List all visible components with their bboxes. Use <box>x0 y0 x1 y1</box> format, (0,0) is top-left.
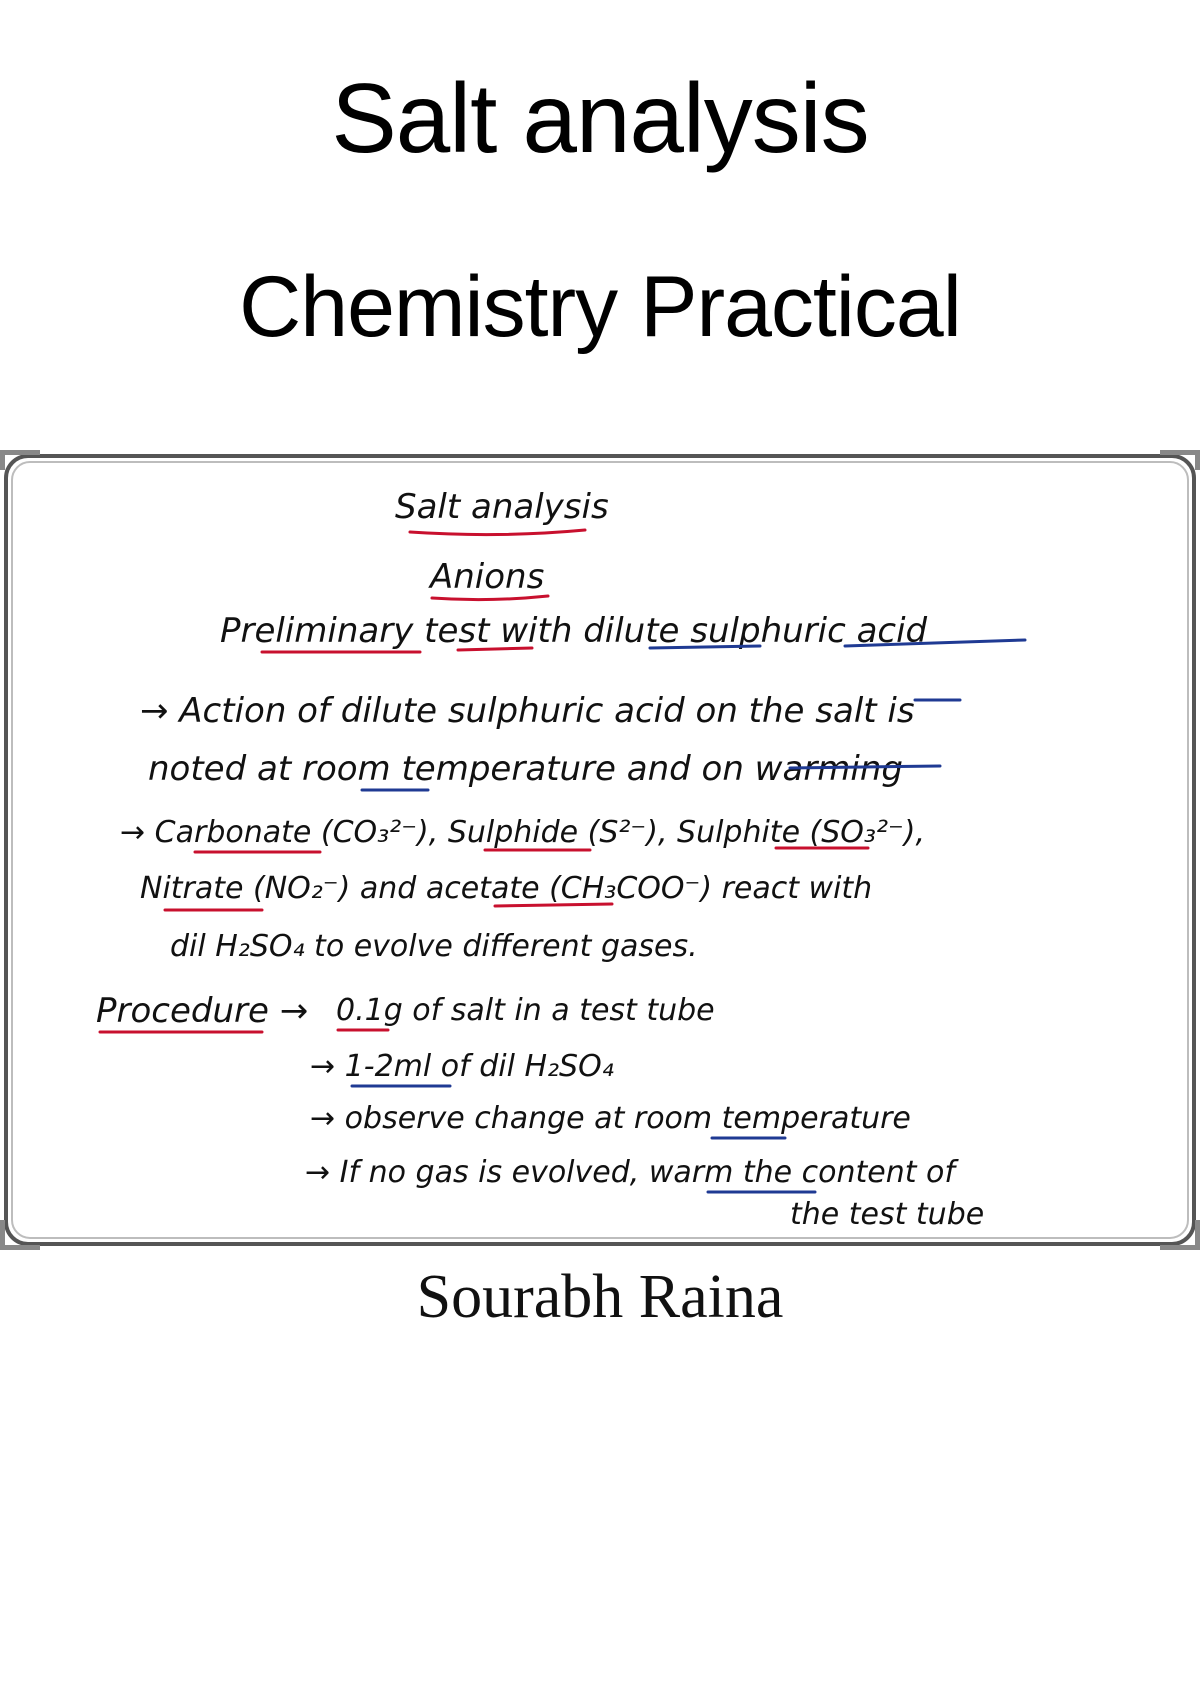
whiteboard-image <box>0 450 1200 1250</box>
wb-line: 0.1g of salt in a test tube <box>336 993 715 1028</box>
page-title: Salt analysis <box>331 63 869 173</box>
wb-line: → Action of dilute sulphuric acid on the salt is <box>140 691 915 731</box>
wb-line: noted at room temperature and on warming <box>148 749 903 789</box>
wb-subheading: Anions <box>430 557 545 597</box>
wb-line: → observe change at room temperature <box>310 1101 911 1136</box>
wb-line: → 1-2ml of dil H₂SO₄ <box>310 1049 614 1084</box>
author-name: Sourabh Raina <box>416 1263 784 1331</box>
wb-line: dil H₂SO₄ to evolve different gases. <box>170 929 698 964</box>
wb-line: → Carbonate (CO₃²⁻), Sulphide (S²⁻), Sulphite (SO₃²⁻), <box>120 815 926 850</box>
wb-underline <box>495 904 612 906</box>
wb-line: → If no gas is evolved, warm the content of <box>305 1155 955 1190</box>
wb-line: the test tube <box>790 1197 985 1232</box>
wb-heading: Salt analysis <box>395 487 609 527</box>
wb-underline <box>790 766 940 768</box>
whiteboard-svg <box>0 450 1200 1250</box>
wb-line: Preliminary test with dilute sulphuric acid <box>220 611 928 651</box>
wb-underline <box>650 646 760 648</box>
wb-line: Nitrate (NO₂⁻) and acetate (CH₃COO⁻) react with <box>140 871 873 906</box>
wb-underline <box>458 648 532 650</box>
page-subtitle: Chemistry Practical <box>239 259 961 355</box>
wb-procedure-label: Procedure → <box>96 991 309 1031</box>
